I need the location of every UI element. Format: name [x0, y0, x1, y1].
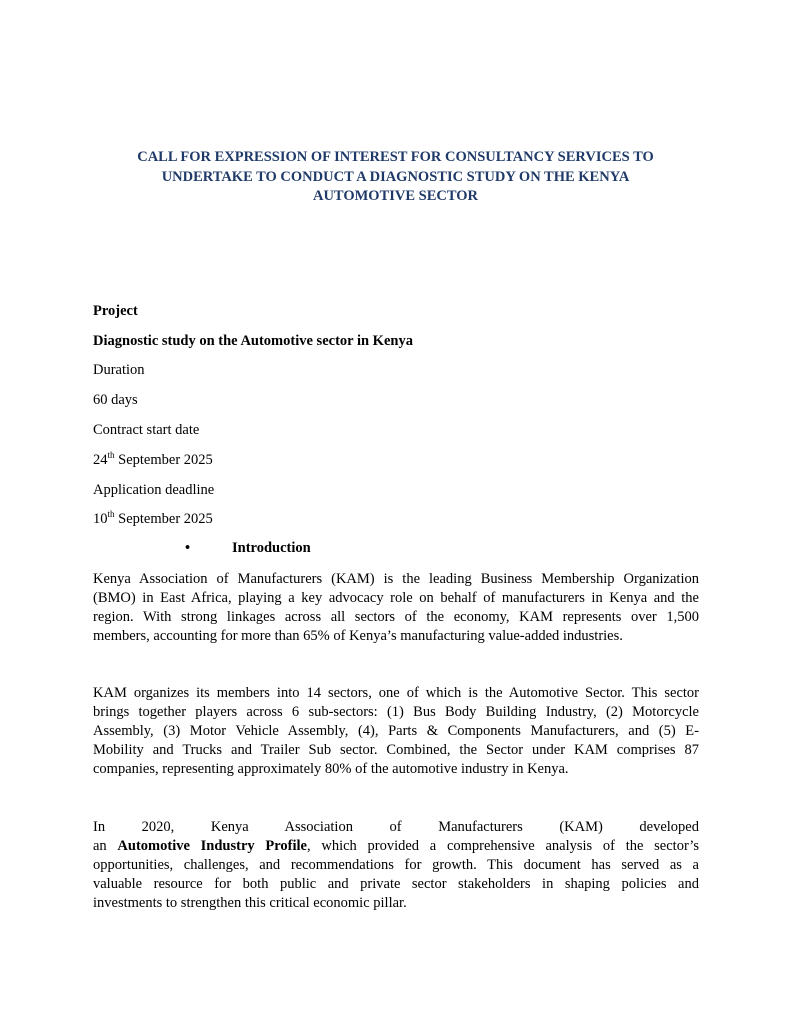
paragraph-line: In 2020, Kenya Association of Manufacturers (KAM) developed: [93, 819, 699, 835]
project-label: Project: [93, 303, 138, 319]
introduction-heading: [185, 539, 311, 557]
paragraph-line: investments to strengthen this critical economic pillar.: [93, 895, 407, 911]
start-day-suffix: th: [107, 450, 115, 461]
paragraph-line: companies, representing approximately 80% of the automotive industry in Kenya.: [93, 761, 569, 777]
start-month-year: September 2025: [114, 452, 213, 468]
paragraph-line: members, accounting for more than 65% of Kenya’s manufacturing value-added industries.: [93, 628, 623, 644]
paragraph-line: Assembly, (3) Motor Vehicle Assembly, (4), Parts & Components Manufacturers, and (5) E-: [93, 723, 699, 739]
title-line: AUTOMOTIVE SECTOR: [312, 188, 479, 204]
deadline-month-year: September 2025: [114, 511, 213, 527]
duration-value: 60 days: [93, 392, 138, 408]
line-suffix: , which provided a comprehensive analysis of the sector’s: [306, 838, 699, 854]
paragraph-industry-profile: [93, 818, 699, 913]
paragraph-line: Kenya Association of Manufacturers (KAM) is the leading Business Membership Organization: [93, 571, 699, 587]
paragraph-line: (BMO) in East Africa, playing a key advocacy role on behalf of manufacturers in Kenya and the: [93, 590, 699, 606]
deadline-day: 10: [93, 511, 108, 527]
title-line: CALL FOR EXPRESSION OF INTEREST FOR CONSULTANCY SERVICES TO: [137, 149, 654, 165]
deadline-day-suffix: th: [107, 509, 115, 520]
paragraph-line: region. With strong linkages across all sectors of the economy, KAM represents over 1,500: [93, 609, 699, 625]
contract-start-label: Contract start date: [93, 422, 200, 438]
document-title: [95, 148, 696, 207]
paragraph-line: KAM organizes its members into 14 sectors, one of which is the Automotive Sector. This sector: [93, 685, 699, 701]
line-prefix: an: [93, 838, 118, 854]
application-deadline-label: Application deadline: [93, 482, 215, 498]
paragraph-line: Mobility and Trucks and Trailer Sub sector. Combined, the Sector under KAM comprises 87: [93, 742, 699, 758]
paragraph-line: valuable resource for both public and private sector stakeholders in shaping policies and: [93, 876, 699, 892]
paragraph-automotive-sector: [93, 684, 699, 779]
application-deadline-value: [93, 510, 213, 528]
duration-label: Duration: [93, 362, 145, 378]
project-value: Diagnostic study on the Automotive sector in Kenya: [93, 333, 413, 349]
automotive-industry-profile-term: Automotive Industry Profile: [117, 838, 307, 854]
start-day: 24: [93, 452, 108, 468]
paragraph-line: opportunities, challenges, and recommendations for growth. This document has served as a: [93, 857, 699, 873]
paragraph-line: [93, 837, 699, 856]
paragraph-line: brings together players across 6 sub-sectors: (1) Bus Body Building Industry, (2) Motorcycle: [93, 704, 699, 720]
bullet-icon: •: [185, 540, 191, 556]
title-line: UNDERTAKE TO CONDUCT A DIAGNOSTIC STUDY ON THE KENYA: [161, 168, 630, 185]
paragraph-kam-overview: [93, 570, 699, 646]
contract-start-value: [93, 451, 213, 469]
introduction-heading-text: Introduction: [232, 540, 311, 556]
